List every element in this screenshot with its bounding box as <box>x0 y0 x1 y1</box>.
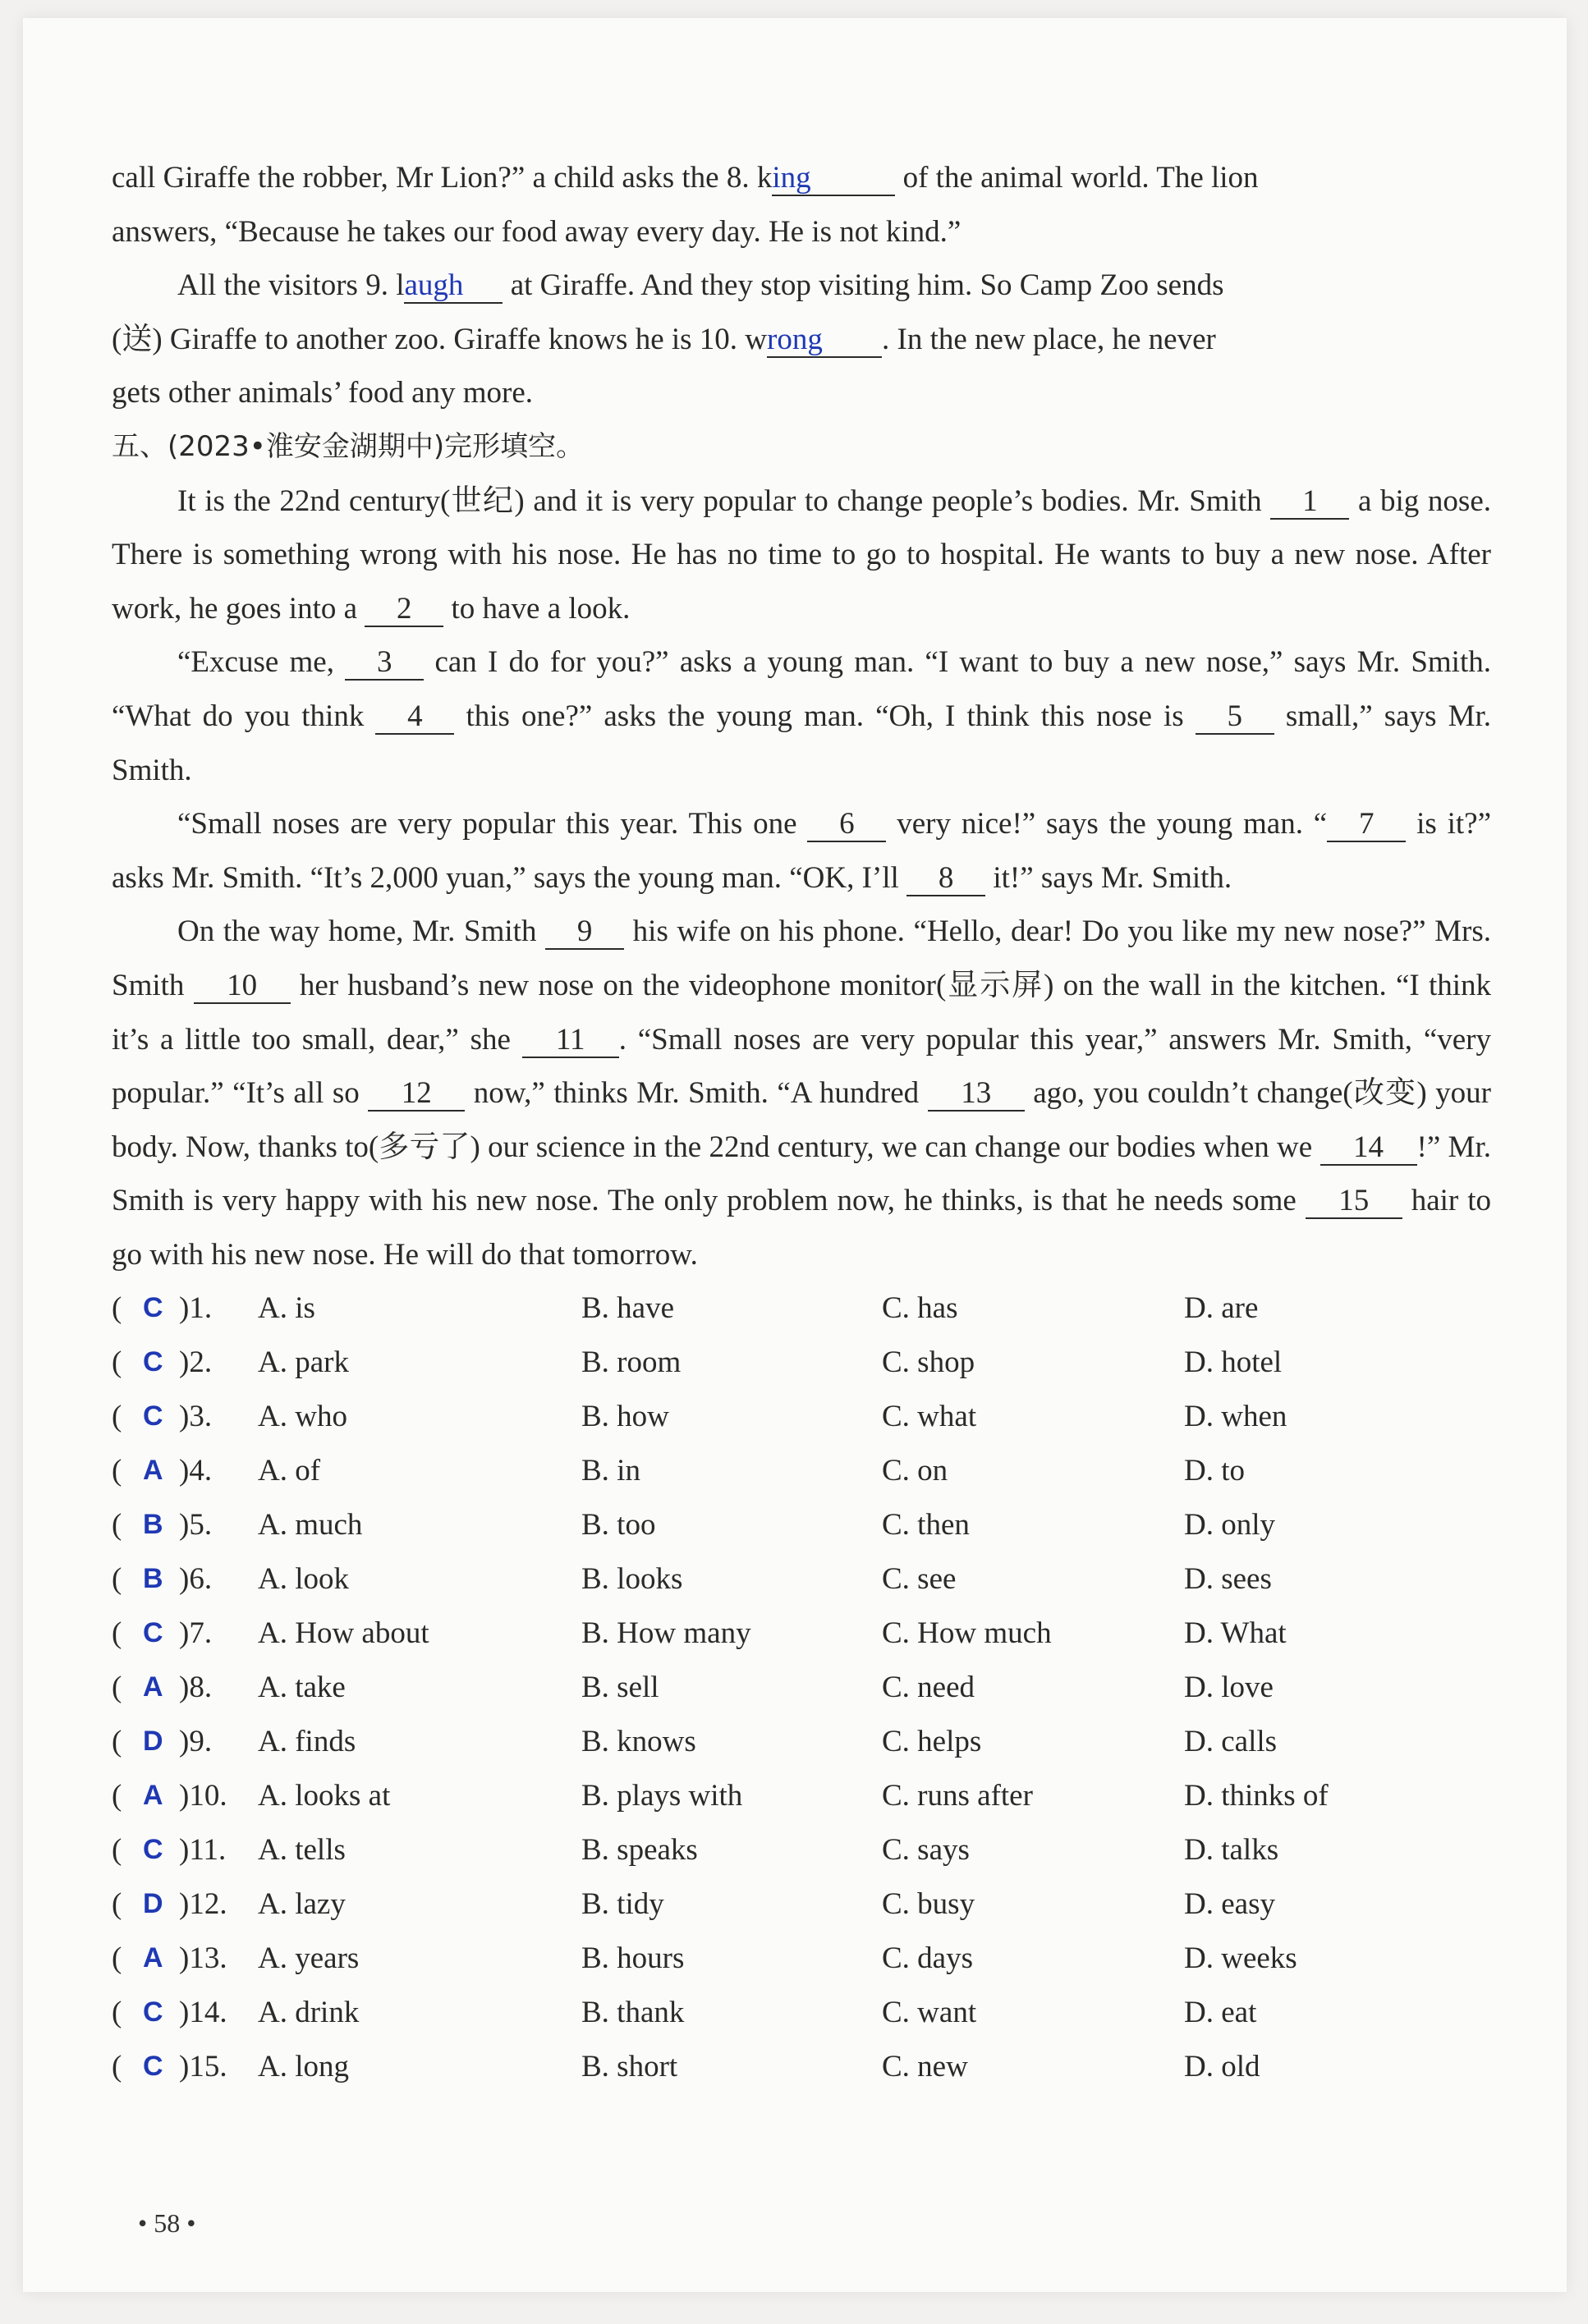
option-d: D. What <box>1184 1616 1287 1651</box>
text: her husband’s new nose on the videophone monitor(显示屏) on the wall in the kitchen. “I think it’s a little too small, dear,” she <box>112 968 1492 1057</box>
question-row <box>112 1444 1491 1498</box>
paren: ( <box>112 1454 122 1488</box>
text: is it?” asks Mr. Smith. “It’s 2,000 yuan,” says the young man. “OK, I’ll <box>112 807 1491 895</box>
answer-mark: C <box>143 1617 163 1649</box>
answer-blank-9 <box>404 269 503 304</box>
answer-mark: C <box>143 1996 163 2028</box>
cloze-paragraph-3 <box>112 797 1491 905</box>
option-d: D. when <box>1184 1400 1287 1434</box>
cloze-blank: 6 <box>807 808 886 842</box>
question-row <box>112 1769 1491 1823</box>
text: at Giraffe. And they stop visiting him. So Camp Zoo sends <box>503 268 1224 303</box>
question-row <box>112 1281 1491 1336</box>
option-c: C. then <box>882 1508 970 1542</box>
option-b: B. looks <box>581 1562 683 1597</box>
section-title: 五、(2023•淮安金湖期中)完形填空。 <box>112 429 585 463</box>
answer-mark: A <box>143 1780 163 1812</box>
text: of the animal world. The lion <box>895 161 1259 195</box>
text: it!” says Mr. Smith. <box>985 860 1232 895</box>
paren: ( <box>112 1616 122 1651</box>
cloze-paragraph-4 <box>112 905 1491 1281</box>
passage-line <box>112 151 1491 205</box>
text: hair to go with his new nose. He will do that tomorrow. <box>112 1184 1491 1272</box>
question-number: )10. <box>179 1779 227 1813</box>
answer-mark: C <box>143 1292 163 1324</box>
question-row <box>112 1715 1491 1769</box>
question-number: )8. <box>179 1671 213 1705</box>
option-c: C. How much <box>882 1616 1052 1651</box>
option-a: A. tells <box>258 1833 346 1868</box>
option-b: B. in <box>581 1454 640 1488</box>
answer-mark: A <box>143 1942 163 1974</box>
answer-mark: C <box>143 1834 163 1866</box>
option-b: B. hours <box>581 1941 685 1976</box>
option-d: D. only <box>1184 1508 1275 1542</box>
text: ago, you couldn’t change(改变) your body. Now, thanks to(多亏了) our science in the 22nd century, we can change our bodies when we <box>112 1076 1492 1164</box>
answer-mark: C <box>143 1346 163 1378</box>
option-a: A. is <box>258 1291 315 1326</box>
question-number: )4. <box>179 1454 213 1488</box>
cloze-blank: 10 <box>194 969 291 1004</box>
text: gets other animals’ food any more. <box>112 376 534 410</box>
text: answers, “Because he takes our food away every day. He is not kind.” <box>112 214 962 249</box>
option-d: D. sees <box>1184 1562 1272 1597</box>
option-b: B. short <box>581 2050 678 2084</box>
paren: ( <box>112 1833 122 1868</box>
question-row <box>112 1932 1491 1986</box>
text: “Small noses are very popular this year. This one <box>177 807 808 841</box>
cloze-blank: 13 <box>928 1077 1025 1112</box>
option-d: D. old <box>1184 2050 1260 2084</box>
cloze-blank: 11 <box>522 1024 619 1058</box>
question-number: )11. <box>179 1833 227 1868</box>
cloze-blank: 12 <box>368 1077 465 1112</box>
option-a: A. long <box>258 2050 349 2084</box>
content <box>112 151 1491 2094</box>
page-number: • 58 • <box>138 2208 196 2238</box>
option-a: A. How about <box>258 1616 429 1651</box>
option-a: A. park <box>258 1345 349 1380</box>
option-a: A. who <box>258 1400 347 1434</box>
question-number: )5. <box>179 1508 213 1542</box>
paren: ( <box>112 1562 122 1597</box>
option-b: B. knows <box>581 1725 696 1759</box>
option-c: C. need <box>882 1671 975 1705</box>
option-b: B. How many <box>581 1616 751 1651</box>
option-c: C. on <box>882 1454 948 1488</box>
text: On the way home, Mr. Smith <box>177 914 546 949</box>
answer-blank-10 <box>767 323 882 358</box>
handwritten-answer: rong <box>767 322 823 356</box>
option-c: C. see <box>882 1562 957 1597</box>
option-d: D. easy <box>1184 1887 1275 1922</box>
text: his wife on his phone. “Hello, dear! Do you like my new nose?” Mrs. Smith <box>112 914 1491 1002</box>
handwritten-answer: augh <box>404 268 464 303</box>
text: . “Small noses are very popular this year,” answers Mr. Smith, “very popular.” “It’s all so <box>112 1022 1491 1111</box>
option-c: C. want <box>882 1996 977 2030</box>
option-d: D. love <box>1184 1671 1274 1705</box>
option-a: A. looks at <box>258 1779 391 1813</box>
option-b: B. too <box>581 1508 656 1542</box>
option-d: D. weeks <box>1184 1941 1297 1976</box>
paren: ( <box>112 1887 122 1922</box>
question-row <box>112 1986 1491 2040</box>
answer-mark: C <box>143 2051 163 2083</box>
text: (送) Giraffe to another zoo. Giraffe knows he is 10. w <box>112 322 768 356</box>
question-number: )9. <box>179 1725 213 1759</box>
option-b: B. room <box>581 1345 682 1380</box>
question-list <box>112 1281 1491 2094</box>
question-row <box>112 1498 1491 1552</box>
text: !” Mr. Smith is very happy with his new nose. The only problem now, he thinks, is that he needs some <box>112 1130 1491 1218</box>
paren: ( <box>112 1671 122 1705</box>
option-a: A. drink <box>258 1996 360 2030</box>
cloze-blank: 3 <box>345 646 424 681</box>
option-d: D. eat <box>1184 1996 1257 2030</box>
question-row <box>112 1877 1491 1932</box>
text: very nice!” says the young man. “ <box>886 807 1328 841</box>
cloze-paragraph-2 <box>112 635 1491 797</box>
option-c: C. new <box>882 2050 968 2084</box>
option-b: B. tidy <box>581 1887 664 1922</box>
cloze-blank: 1 <box>1270 485 1349 520</box>
cloze-blank: 15 <box>1306 1185 1402 1219</box>
option-c: C. says <box>882 1833 970 1868</box>
paren: ( <box>112 1345 122 1380</box>
answer-mark: A <box>143 1455 163 1487</box>
option-a: A. look <box>258 1562 349 1597</box>
cloze-blank: 2 <box>365 593 443 627</box>
option-b: B. how <box>581 1400 669 1434</box>
question-row <box>112 1552 1491 1607</box>
paren: ( <box>112 1779 122 1813</box>
cloze-blank: 5 <box>1196 700 1274 735</box>
option-c: C. shop <box>882 1345 975 1380</box>
cloze-blank: 8 <box>906 862 985 896</box>
answer-blank-8 <box>772 162 895 196</box>
question-row <box>112 2040 1491 2094</box>
option-a: A. take <box>258 1671 346 1705</box>
question-number: )2. <box>179 1345 213 1380</box>
handwritten-answer: ing <box>772 161 811 195</box>
question-number: )15. <box>179 2050 227 2084</box>
option-c: C. busy <box>882 1887 975 1922</box>
question-number: )7. <box>179 1616 213 1651</box>
option-d: D. thinks of <box>1184 1779 1329 1813</box>
paren: ( <box>112 1996 122 2030</box>
paren: ( <box>112 2050 122 2084</box>
text: call Giraffe the robber, Mr Lion?” a child asks the 8. k <box>112 161 773 195</box>
paren: ( <box>112 1725 122 1759</box>
option-c: C. has <box>882 1291 958 1326</box>
option-d: D. calls <box>1184 1725 1278 1759</box>
option-d: D. talks <box>1184 1833 1279 1868</box>
page <box>23 18 1567 2292</box>
paren: ( <box>112 1291 122 1326</box>
text: It is the 22nd century(世纪) and it is very popular to change people’s bodies. Mr. Smith <box>177 484 1271 518</box>
answer-mark: D <box>143 1888 163 1920</box>
option-a: A. much <box>258 1508 363 1542</box>
answer-mark: B <box>143 1509 163 1541</box>
text: to have a look. <box>443 591 631 626</box>
answer-mark: D <box>143 1726 163 1758</box>
text: can I do for you?” asks a young man. “I want to buy a new nose,” says Mr. Smith. “What do you think <box>112 645 1491 733</box>
passage-line <box>112 366 1491 420</box>
option-b: B. sell <box>581 1671 659 1705</box>
cloze-blank: 9 <box>545 915 624 950</box>
text: this one?” asks the young man. “Oh, I think this nose is <box>454 699 1196 733</box>
text: now,” thinks Mr. Smith. “A hundred <box>465 1076 928 1111</box>
option-b: B. speaks <box>581 1833 698 1868</box>
paren: ( <box>112 1508 122 1542</box>
answer-mark: B <box>143 1563 163 1595</box>
option-c: C. what <box>882 1400 977 1434</box>
option-b: B. thank <box>581 1996 685 2030</box>
question-row <box>112 1661 1491 1715</box>
question-row <box>112 1336 1491 1390</box>
option-c: C. runs after <box>882 1779 1033 1813</box>
option-a: A. years <box>258 1941 360 1976</box>
answer-mark: C <box>143 1400 163 1432</box>
answer-mark: A <box>143 1671 163 1703</box>
option-a: A. finds <box>258 1725 356 1759</box>
question-number: )3. <box>179 1400 213 1434</box>
option-c: C. helps <box>882 1725 982 1759</box>
option-a: A. of <box>258 1454 321 1488</box>
question-row <box>112 1607 1491 1661</box>
text: “Excuse me, <box>177 645 346 680</box>
cloze-blank: 4 <box>375 700 454 735</box>
passage-line <box>112 259 1491 313</box>
paren: ( <box>112 1941 122 1976</box>
option-b: B. plays with <box>581 1779 743 1813</box>
text: . In the new place, he never <box>882 322 1216 356</box>
option-b: B. have <box>581 1291 675 1326</box>
question-row <box>112 1823 1491 1877</box>
option-a: A. lazy <box>258 1887 346 1922</box>
cloze-paragraph-1 <box>112 474 1491 636</box>
text: small,” says Mr. Smith. <box>112 699 1491 787</box>
question-number: )1. <box>179 1291 213 1326</box>
question-number: )12. <box>179 1887 227 1922</box>
passage-line <box>112 205 1491 259</box>
paren: ( <box>112 1400 122 1434</box>
option-c: C. days <box>882 1941 973 1976</box>
option-d: D. hotel <box>1184 1345 1283 1380</box>
passage-line <box>112 313 1491 367</box>
text: a big nose. There is something wrong with his nose. He has no time to go to hospital. He wants to buy a new nose. After work, he goes into a <box>112 484 1491 626</box>
cloze-blank: 7 <box>1327 808 1406 842</box>
cloze-blank: 14 <box>1320 1131 1417 1166</box>
option-d: D. to <box>1184 1454 1245 1488</box>
option-d: D. are <box>1184 1291 1259 1326</box>
question-row <box>112 1390 1491 1444</box>
question-number: )6. <box>179 1562 213 1597</box>
question-number: )13. <box>179 1941 227 1976</box>
text: All the visitors 9. l <box>177 268 405 303</box>
question-number: )14. <box>179 1996 227 2030</box>
